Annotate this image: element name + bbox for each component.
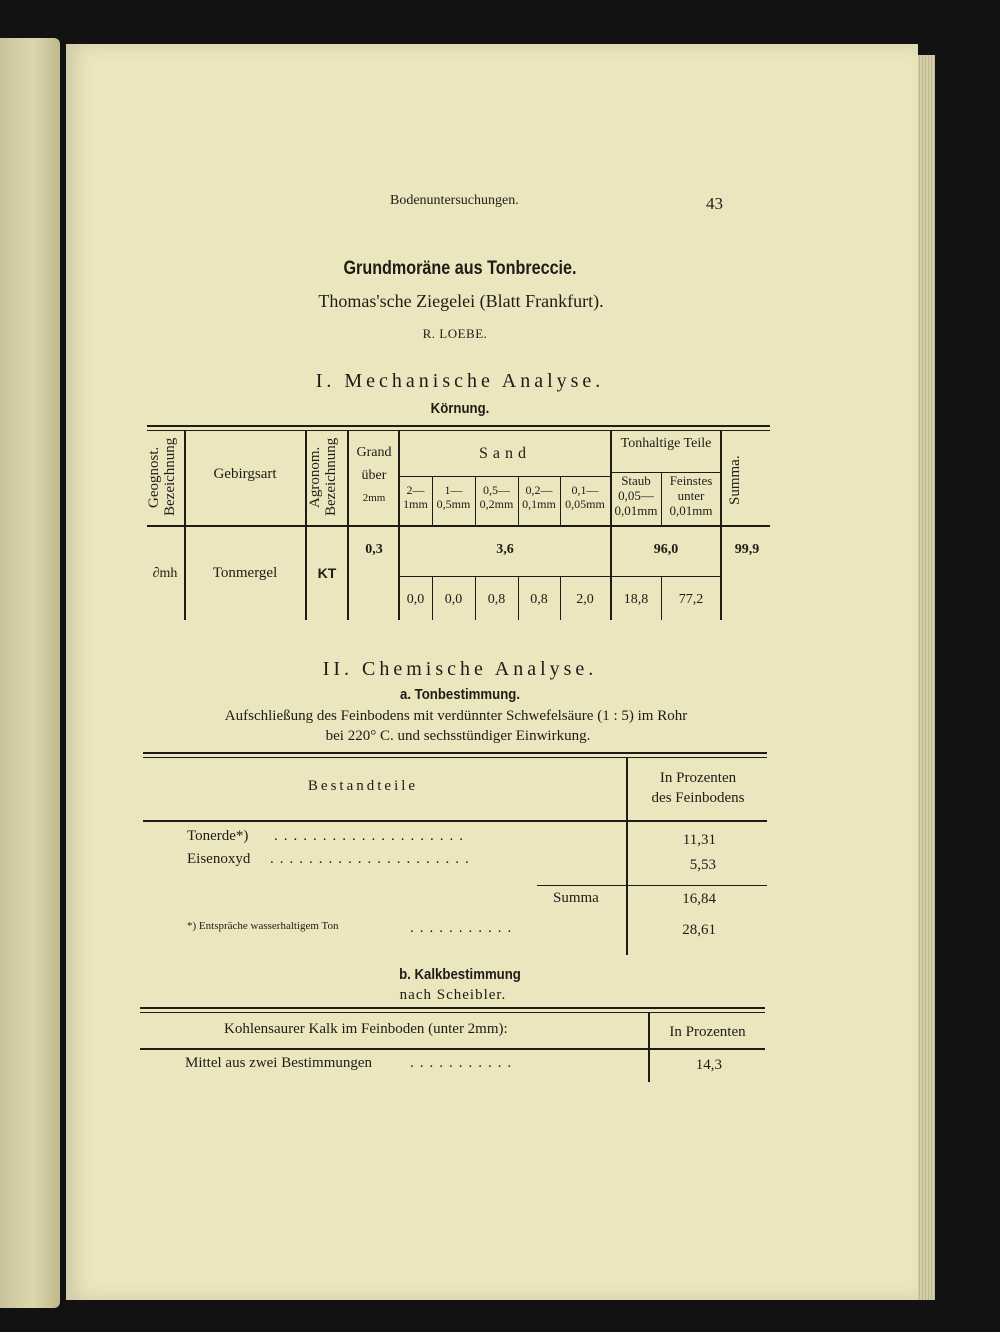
row-label-tonerde: Tonerde*) bbox=[187, 828, 249, 844]
row-sand-total: 3,6 bbox=[496, 542, 514, 557]
tonbestimmung-description-2: bei 220° C. und sechsstündiger Einwirkung. bbox=[325, 728, 591, 744]
header-sand: Sand bbox=[479, 445, 531, 462]
author: R. LOEBE. bbox=[422, 326, 488, 341]
row-sand-value-1: 0,0 bbox=[406, 592, 425, 607]
header-sand-col-3: 0,5— 0,2mm bbox=[479, 483, 514, 511]
footnote: *) Entspräche wasserhaltigem Ton bbox=[187, 920, 339, 932]
row-gebirgsart: Tonmergel bbox=[212, 565, 278, 581]
row-ton-total: 96,0 bbox=[653, 542, 679, 557]
kalkbestimmung-subheading: nach Scheibler. bbox=[399, 987, 507, 1003]
row-sand-value-5: 2,0 bbox=[576, 592, 594, 607]
row-agronom: KT bbox=[317, 565, 337, 581]
header-sand-col-5: 0,1— 0,05mm bbox=[565, 483, 605, 511]
header-agronom: Agronom. Bezeichnung bbox=[307, 437, 339, 517]
header-feinstes: Feinstes unter 0,01mm bbox=[669, 473, 713, 518]
row-feinstes: 77,2 bbox=[678, 592, 704, 607]
header-staub: Staub 0,05— 0,01mm bbox=[614, 473, 658, 518]
header-sand-col-4: 0,2— 0,1mm bbox=[522, 483, 556, 511]
column-prozent-1: In Prozenten bbox=[659, 770, 737, 786]
document-title: Grundmoräne aus Tonbreccie. bbox=[343, 258, 577, 279]
dot-leader: ........... bbox=[410, 1055, 518, 1071]
footnote-value: 28,61 bbox=[682, 922, 716, 938]
header-grand-ueber: über bbox=[361, 468, 387, 483]
row-summa: 99,9 bbox=[734, 542, 760, 557]
tonbestimmung-description-1: Aufschließung des Feinbodens mit verdünnter Schwefelsäure (1 : 5) im Rohr bbox=[224, 708, 688, 724]
koernung-subheading: Körnung. bbox=[430, 400, 490, 417]
running-head: Bodenuntersuchungen. bbox=[390, 193, 519, 208]
row-label-eisenoxyd: Eisenoxyd bbox=[187, 851, 251, 867]
kalk-row-value: 14,3 bbox=[695, 1057, 722, 1073]
header-sand-col-2: 1— 0,5mm bbox=[436, 483, 471, 511]
header-gebirgsart: Gebirgsart bbox=[213, 466, 277, 482]
row-value-eisenoxyd: 5,53 bbox=[689, 857, 716, 873]
page-number: 43 bbox=[706, 194, 723, 213]
summa-value: 16,84 bbox=[682, 891, 716, 907]
summa-label: Summa bbox=[553, 890, 599, 906]
dot-leader: ..................... bbox=[270, 851, 475, 867]
kalkbestimmung-heading: b. Kalkbestimmung bbox=[399, 966, 521, 983]
document-subtitle: Thomas'sche Ziegelei (Blatt Frankfurt). bbox=[318, 291, 604, 311]
column-bestandteile: Bestandteile bbox=[307, 778, 419, 794]
kalk-column-left: Kohlensaurer Kalk im Feinboden (unter 2mm): bbox=[224, 1021, 508, 1037]
header-tonhaltige: Tonhaltige Teile bbox=[620, 436, 712, 451]
tonbestimmung-heading: a. Tonbestimmung. bbox=[399, 686, 521, 703]
dot-leader: .................... bbox=[274, 828, 469, 844]
header-sand-col-1: 2— 1mm bbox=[403, 483, 428, 511]
row-sand-value-2: 0,0 bbox=[444, 592, 463, 607]
kalk-row-label: Mittel aus zwei Bestimmungen bbox=[185, 1055, 373, 1071]
kalk-column-right: In Prozenten bbox=[669, 1024, 746, 1040]
column-prozent-2: des Feinbodens bbox=[651, 790, 745, 806]
dot-leader: ........... bbox=[410, 920, 518, 936]
header-geognost: Geognost. Bezeichnung bbox=[146, 437, 178, 517]
header-summa: Summa. bbox=[727, 455, 743, 505]
header-grand: Grand bbox=[356, 445, 392, 460]
row-value-tonerde: 11,31 bbox=[682, 832, 716, 848]
section-mechanical-heading: I. Mechanische Analyse. bbox=[315, 370, 605, 392]
row-staub: 18,8 bbox=[623, 592, 649, 607]
section-chemical-heading: II. Chemische Analyse. bbox=[322, 658, 598, 680]
row-sand-value-3: 0,8 bbox=[487, 592, 506, 607]
row-geognost: ∂mh bbox=[152, 566, 178, 581]
header-grand-size: 2mm bbox=[362, 492, 386, 504]
row-grand: 0,3 bbox=[365, 542, 383, 557]
row-sand-value-4: 0,8 bbox=[530, 592, 548, 607]
